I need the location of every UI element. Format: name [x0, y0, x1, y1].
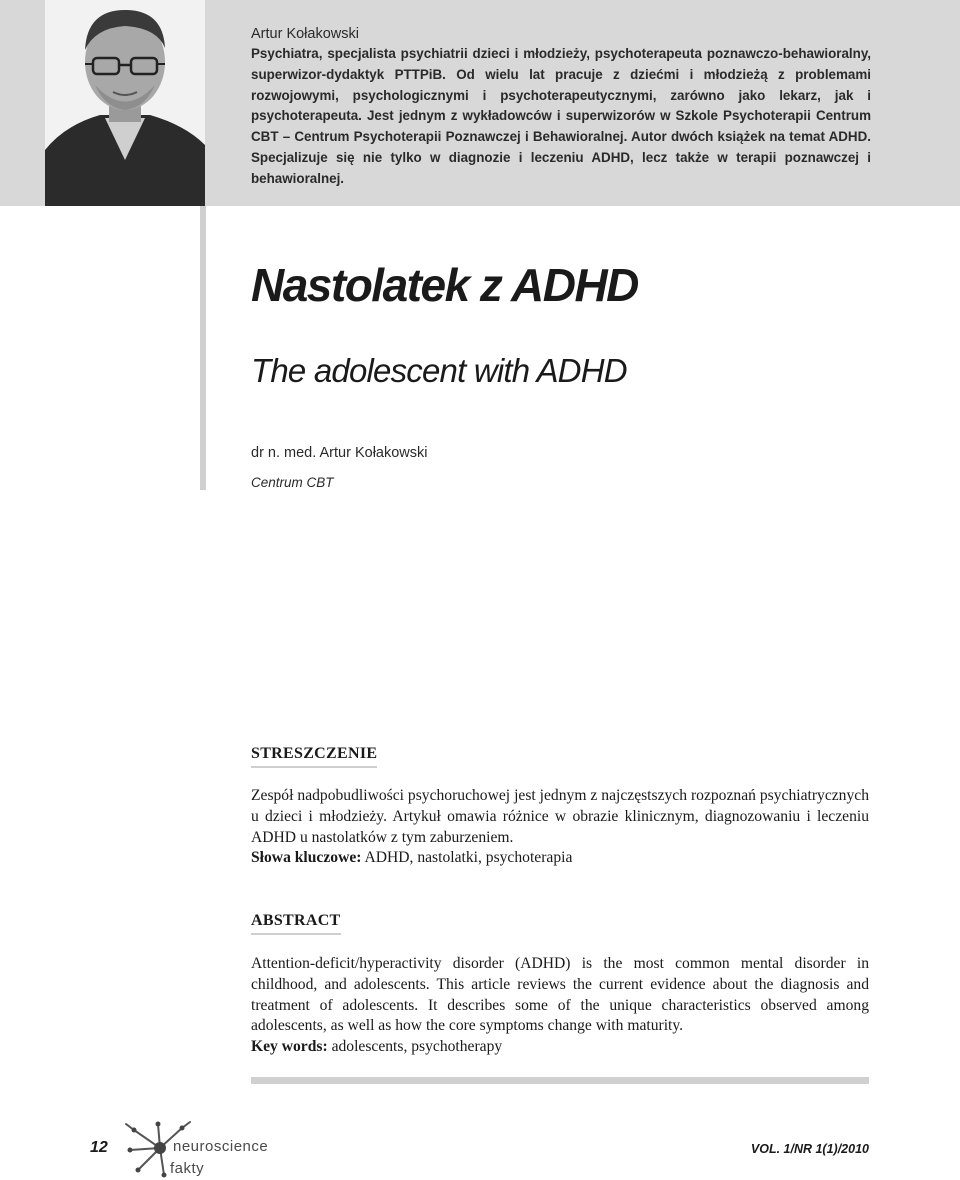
abstract-heading: ABSTRACT [251, 912, 341, 935]
abstract-text: Attention-deficit/hyperactivity disorder (ADHD) is the most common mental disorder in childhood, and adolescents. This article reviews the current evidence about the diagnosis and treatment of adolescents. It describes some of the unique characteristics observed among adolescents, as well as how the core symptoms change with maturity. [251, 955, 869, 1035]
author-portrait-icon [45, 0, 205, 206]
author-bio [251, 25, 871, 190]
logo-word-neuroscience: neuroscience [173, 1138, 269, 1155]
article-subtitle: The adolescent with ADHD [251, 352, 627, 389]
article-title: Nastolatek z ADHD [251, 259, 638, 311]
bio-text: Psychiatra, specjalista psychiatrii dzieci i młodzieży, psychoterapeuta poznawczo-behawioralny, superwizor-dydaktyk PTTPiB. Od wielu lat pracuje z dziećmi i młodzieżą z problemami rozwojowymi, psychologicznymi i psychoterapeutycznymi, zarówno jako lekarz, jak i psychoterapeuta. Jest jednym z wykładowców i superwizorów w Szkole Psychoterapii Centrum CBT – Centrum Psychoterapii Poznawczej i Behawioralnej. Autor dwóch książek na temat ADHD. Specjalizuje się nie tylko w diagnozie i leczeniu ADHD, lecz także w terapii poznawczej i behawioralnej. [251, 46, 871, 186]
decorative-side-bar [200, 206, 206, 490]
bio-author-name: Artur Kołakowski [251, 26, 359, 42]
article-author: dr n. med. Artur Kołakowski [251, 445, 428, 461]
streszczenie-keywords: ADHD, nastolatki, psychoterapia [364, 849, 573, 867]
volume-info: VOL. 1/NR 1(1)/2010 [750, 1142, 869, 1156]
abstract-keywords: adolescents, psychotherapy [331, 1038, 503, 1056]
abstract-keywords-label: Key words: [251, 1038, 328, 1056]
streszczenie-body [251, 786, 869, 869]
streszczenie-text: Zespół nadpobudliwości psychoruchowej jest jednym z najczęstszych rozpoznań psychiatrycznych u dzieci i młodzieży. Artykuł omawia różnice w obrazie klinicznym, diagnozowaniu i leczeniu ADHD u nastolatków z tym zaburzeniem. [251, 787, 869, 846]
abstract-body [251, 954, 869, 1058]
streszczenie-heading: STRESZCZENIE [251, 745, 377, 768]
streszczenie-keywords-label: Słowa kluczowe: [251, 849, 362, 867]
page-number: 12 [90, 1139, 108, 1156]
bottom-rule [251, 1077, 869, 1084]
article-affiliation: Centrum CBT [251, 475, 334, 490]
logo-word-fakty: fakty [170, 1160, 205, 1177]
